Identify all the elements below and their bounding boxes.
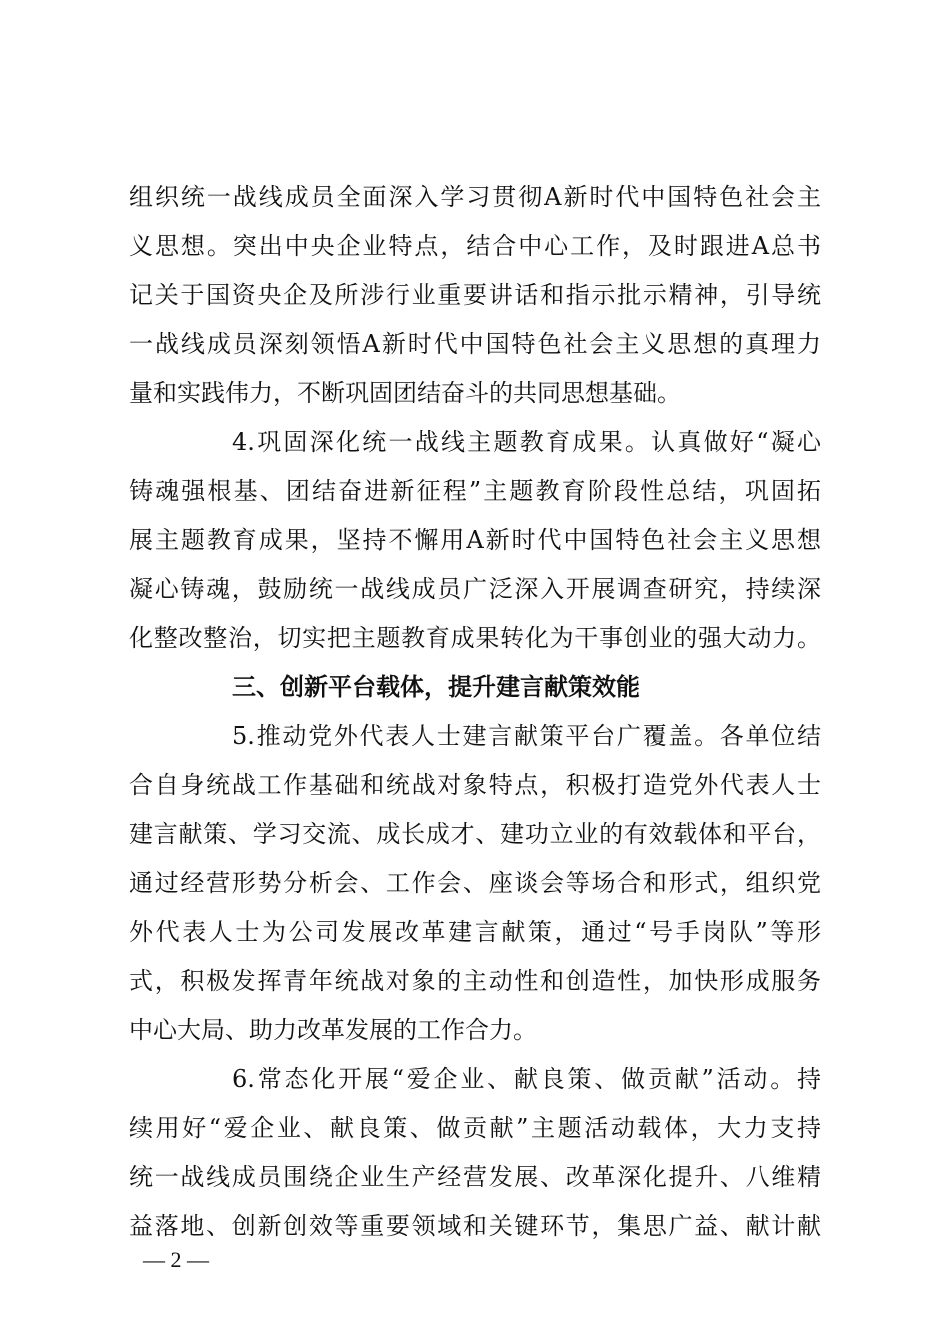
text-line: 5.推动党外代表人士建言献策平台广覆盖。各单位结 — [232, 722, 821, 750]
text-line: 化整改整治，切实把主题教育成果转化为干事创业的强大动力。 — [129, 624, 821, 652]
text-line: 益落地、创新创效等重要领域和关键环节，集思广益、献计献 — [129, 1212, 821, 1240]
text-line: 统一战线成员围绕企业生产经营发展、改革深化提升、八维精 — [129, 1163, 821, 1191]
text-line: 通过经营形势分析会、工作会、座谈会等场合和形式，组织党 — [129, 869, 821, 897]
text-line: 记关于国资央企及所涉行业重要讲话和指示批示精神，引导统 — [129, 281, 821, 309]
text-line: 一战线成员深刻领悟A新时代中国特色社会主义思想的真理力 — [129, 330, 821, 358]
text-line: 凝心铸魂，鼓励统一战线成员广泛深入开展调查研究，持续深 — [129, 575, 821, 603]
section-heading: 三、创新平台载体，提升建言献策效能 — [232, 673, 640, 701]
text-line: 4.巩固深化统一战线主题教育成果。认真做好“凝心 — [232, 428, 821, 456]
text-line: 6.常态化开展“爱企业、献良策、做贡献”活动。持 — [232, 1065, 821, 1093]
text-line: 外代表人士为公司发展改革建言献策，通过“号手岗队”等形 — [129, 918, 821, 946]
text-line: 续用好“爱企业、献良策、做贡献”主题活动载体，大力支持 — [129, 1114, 821, 1142]
page-number: — 2 — — [143, 1247, 209, 1272]
text-line: 量和实践伟力，不断巩固团结奋斗的共同思想基础。 — [129, 379, 681, 407]
text-line: 建言献策、学习交流、成长成才、建功立业的有效载体和平台， — [129, 820, 821, 848]
text-line: 义思想。突出中央企业特点，结合中心工作，及时跟进A总书 — [129, 232, 821, 260]
text-line: 合自身统战工作基础和统战对象特点，积极打造党外代表人士 — [129, 771, 821, 799]
text-line: 铸魂强根基、团结奋进新征程”主题教育阶段性总结，巩固拓 — [129, 477, 821, 505]
text-line: 中心大局、助力改革发展的工作合力。 — [129, 1016, 537, 1044]
text-line: 组织统一战线成员全面深入学习贯彻A新时代中国特色社会主 — [129, 183, 821, 211]
text-line: 式，积极发挥青年统战对象的主动性和创造性，加快形成服务 — [129, 967, 821, 995]
text-line: 展主题教育成果，坚持不懈用A新时代中国特色社会主义思想 — [129, 526, 821, 554]
